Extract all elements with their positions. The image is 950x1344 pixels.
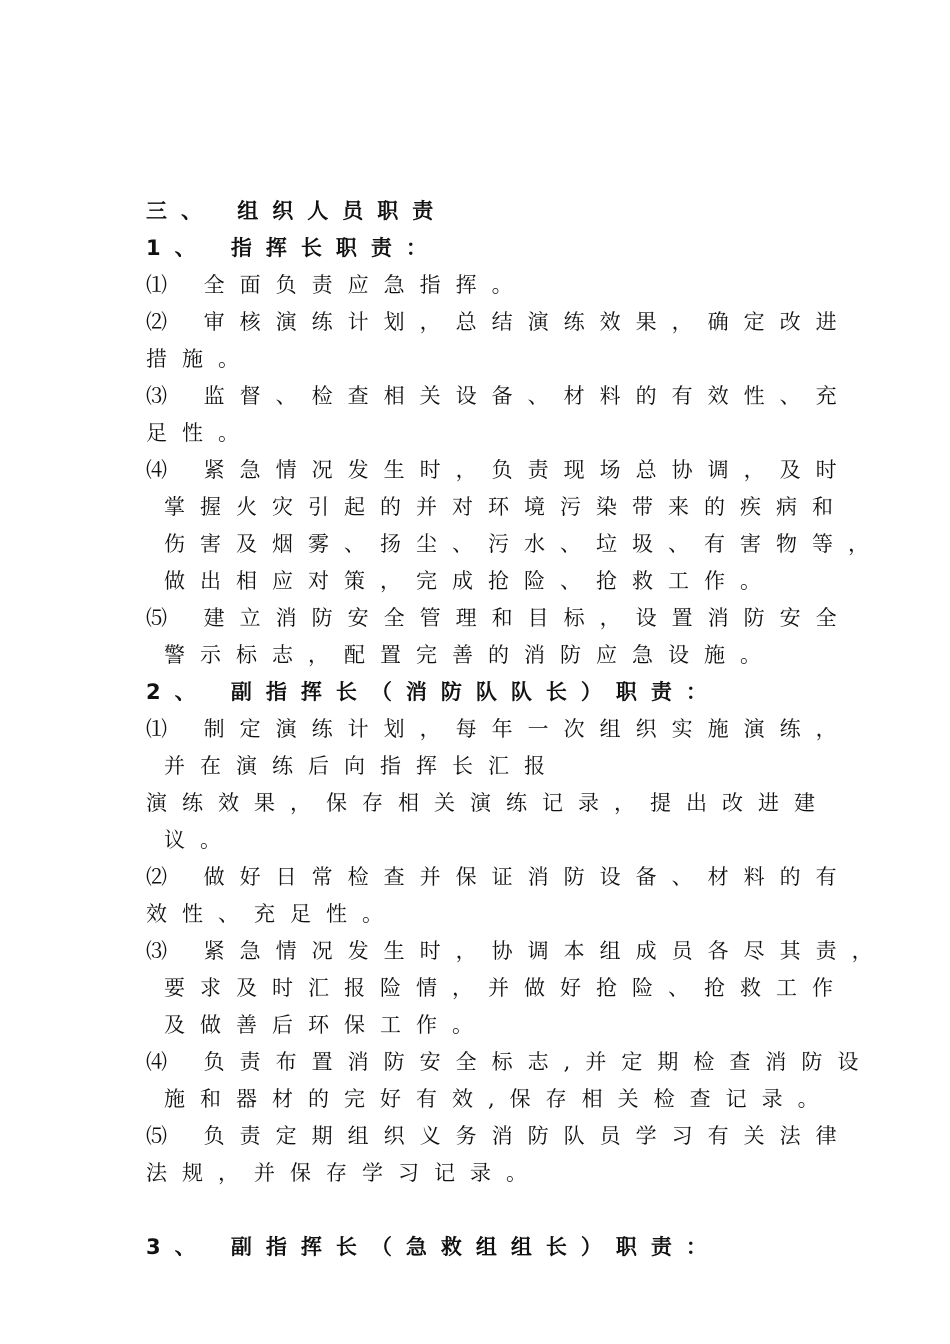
heading-commander-duties: 1、 指挥长职责： (146, 236, 441, 260)
duty-line: ⑷ 负责布置消防安全标志,并定期检查消防设 (146, 1050, 874, 1074)
duty-line: 措施。 (146, 347, 254, 371)
duty-line: ⑶ 紧急情况发生时，协调本组成员各尽其责， (146, 939, 888, 963)
duty-line: ⑵ 审核演练计划，总结演练效果，确定改进 (146, 310, 852, 334)
heading-deputy-firstaid-duties: 3、 副指挥长（急救组组长）职责： (146, 1235, 721, 1259)
duty-line: ⑷ 紧急情况发生时，负责现场总协调，及时 (146, 458, 852, 482)
duty-line: 并在演练后向指挥长汇报 (164, 754, 560, 778)
duty-line: 警示标志，配置完善的消防应急设施。 (164, 643, 776, 667)
duty-line: 做出相应对策，完成抢险、抢救工作。 (164, 569, 776, 593)
duty-line: ⑸ 建立消防安全管理和目标，设置消防安全 (146, 606, 852, 630)
duty-line: ⑴ 全面负责应急指挥。 (146, 273, 528, 297)
duty-line: ⑶ 监督、检查相关设备、材料的有效性、充 (146, 384, 852, 408)
duty-line: 要求及时汇报险情，并做好抢险、抢救工作 (164, 976, 848, 1000)
duty-line: 伤害及烟雾、扬尘、污水、垃圾、有害物等， (164, 532, 884, 556)
duty-line: 掌握火灾引起的并对环境污染带来的疾病和 (164, 495, 848, 519)
duty-line: 法规，并保存学习记录。 (146, 1161, 542, 1185)
duty-line: 足性。 (146, 421, 254, 445)
duty-line: 议。 (164, 828, 236, 852)
duty-line: ⑴ 制定演练计划，每年一次组织实施演练， (146, 717, 852, 741)
heading-deputy-fire-duties: 2、 副指挥长（消防队队长）职责： (146, 680, 721, 704)
duty-line: 施和器材的完好有效,保存相关检查记录。 (164, 1087, 834, 1111)
duty-line: 演练效果，保存相关演练记录，提出改进建 (146, 791, 830, 815)
duty-line: 效性、充足性。 (146, 902, 398, 926)
duty-line: ⑵ 做好日常检查并保证消防设备、材料的有 (146, 865, 852, 889)
duty-line: 及做善后环保工作。 (164, 1013, 488, 1037)
section-title: 三、 组织人员职责 (146, 199, 448, 223)
duty-line: ⑸ 负责定期组织义务消防队员学习有关法律 (146, 1124, 852, 1148)
